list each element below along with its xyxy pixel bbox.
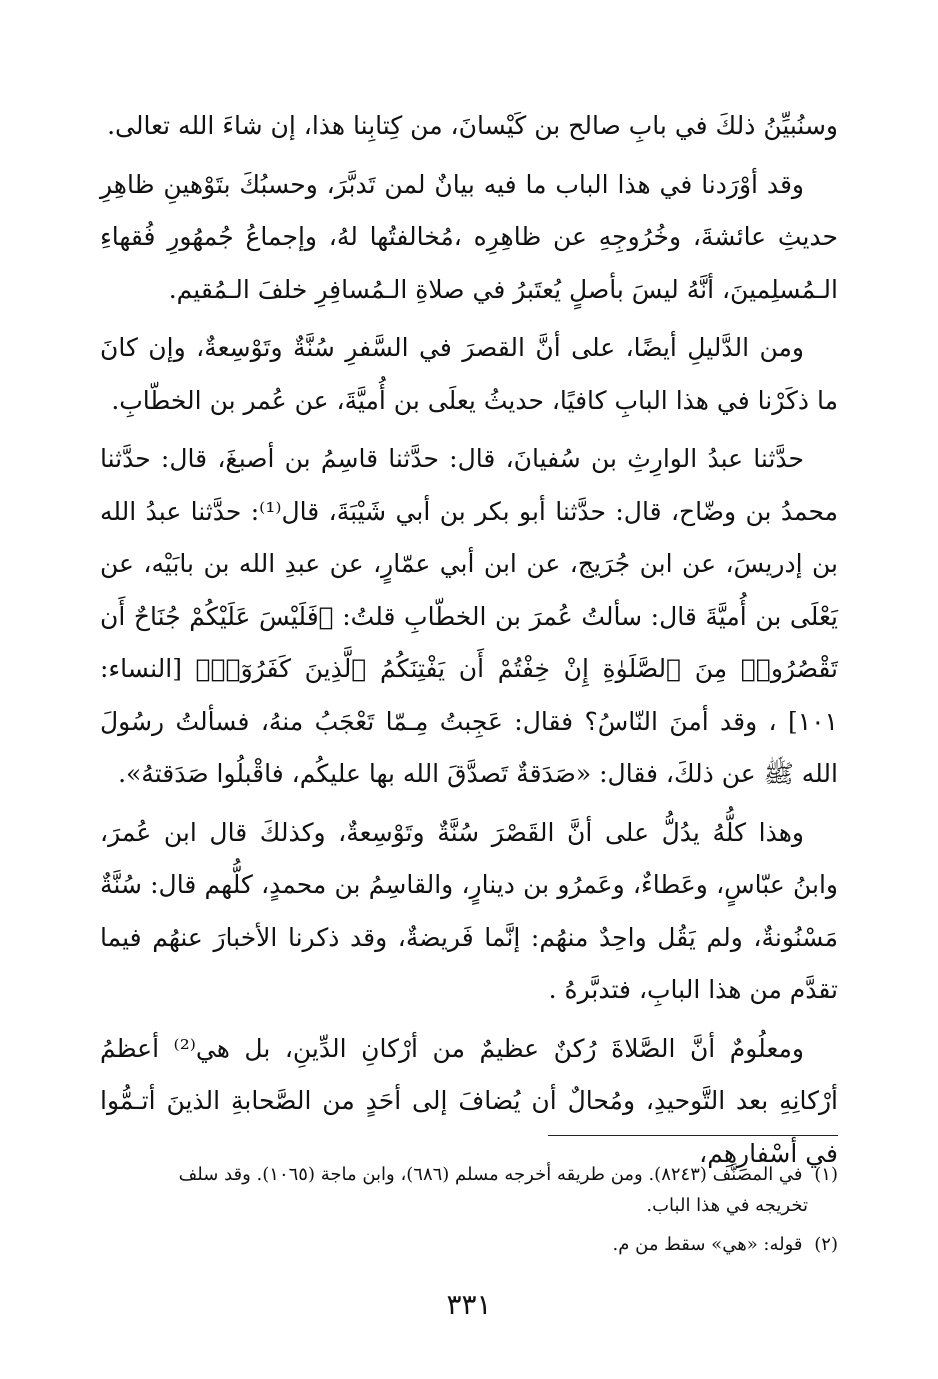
- footnote-text: في المصنَّف (٨٢٤٣). ومن طريقه أخرجه مسلم (٦٨٦)، وابن ماجة (١٠٦٥). وقد سلف: [178, 1164, 803, 1185]
- footnote-separator: [548, 1135, 838, 1136]
- footnote: [100, 1159, 838, 1221]
- footnote-text: قوله: «هي» سقط من م.: [612, 1234, 803, 1255]
- paragraph: وهذا كلُّهُ يدُلُّ على أنَّ القَصْرَ سُنَّةٌ وتَوْسِعةٌ، وكذلكَ قال ابن عُمرَ، وابنُ عبّاسٍ، وعَطاءٌ، وعَمرُو بن دينارٍ، والقاسِمُ بن محمدٍ، كلُّهم قال: سُنَّةٌ مَسْنُونةٌ، ولم يَقُل واحِدٌ منهُم: إنَّما فَريضةٌ، وقد ذكرنا الأخبارَ عنهُم فيما تقدَّم من هذا البابِ، فتدبَّرهُ .: [100, 817, 838, 1004]
- paragraph: حدَّثنا عبدُ الوارِثِ بن سُفيانَ، قال: حدَّثنا قاسِمُ بن أصبغَ، قال: حدَّثنا محمدُ بن وضّاح، قال: حدَّثنا أبو بكر بن أبي شَيْبَةَ، قال⁽¹⁾: حدَّثنا عبدُ الله بن إدريسَ، عن ابن جُرَيج، عن ابن أبي عمّارٍ، عن عبدِ الله بن بابَيْه، عن يَعْلَى بن أُميَّةَ قال: سألتُ عُمرَ بن الخطّابِ قلتُ: ﴿فَلَيْسَ عَلَيْكُمْ جُنَاحٌ أَن تَقْصُرُوا۟ مِنَ ٱلصَّلَوٰةِ إِنْ خِفْتُمْ أَن يَفْتِنَكُمُ ٱلَّذِينَ كَفَرُوٓا۟﴾ [النساء: ١٠١] ، وقد أمنَ النّاسُ؟ فقال: عَجِبتُ مِـمّا تَعْجَبُ منهُ، فسألتُ رسُولَ الله ﷺ عن ذلكَ، فقال: «صَدَقةٌ تَصدَّقَ الله بها عليكُم، فاقْبلُوا صَدَقتهُ».: [100, 444, 838, 788]
- paragraph: ومن الدَّليلِ أيضًا، على أنَّ القصرَ في السَّفرِ سُنَّةٌ وتَوْسِعةٌ، وإن كانَ ما ذكَرْنا في هذا البابِ كافيًا، حديثُ يعلَى بن أُميَّةَ، عن عُمر بن الخطّابِ.: [100, 333, 838, 415]
- paragraph: وقد أوْرَدنا في هذا الباب ما فيه بيانٌ لمن تَدبَّرَ، وحسبُكَ بتَوْهينِ ظاهِرِ حديثِ عائشةَ، وخُرُوجِهِ عن ظاهِرِه ،مُخالفتُها لهُ، وإجماعُ جُمهُورِ فُقهاءِ الـمُسلِمينَ، أنَّهُ ليسَ بأصلٍ يُعتَبرُ في صلاةِ الـمُسافِرِ خلفَ الـمُقيم.: [100, 169, 838, 304]
- main-text: [100, 100, 838, 1186]
- footnote-number: (١): [814, 1164, 838, 1185]
- paragraph: وسنُبيِّنُ ذلكَ في بابِ صالح بن كَيْسانَ، من كِتابِنا هذا، إن شاءَ الله تعالى.: [107, 111, 838, 140]
- footnote-continuation: تخريجه في هذا الباب.: [646, 1195, 808, 1216]
- footnotes: [100, 1159, 838, 1268]
- footnote-number: (٢): [814, 1234, 838, 1255]
- page-number: ٣٣١: [446, 1288, 492, 1321]
- paragraph: ومعلُومٌ أنَّ الصَّلاةَ رُكنٌ عظيمٌ من أرْكانِ الدِّينِ، بل هي⁽²⁾ أعظمُ أرْكانِهِ بعد التَّوحيدِ، ومُحالٌ أن يُضافَ إلى أحَدٍ من الصَّحابةِ الذينَ أتـمُّوا في أسْفارِهِم،: [100, 1033, 838, 1168]
- footnote: [100, 1229, 838, 1260]
